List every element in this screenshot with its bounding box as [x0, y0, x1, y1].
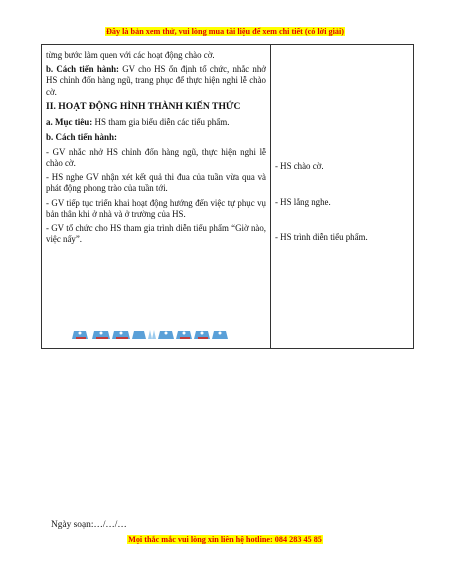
procedure-paragraph [46, 64, 266, 98]
procedure-text: GV cho HS ổn định tổ chức, nhắc nhở HS chỉnh đốn hàng ngũ, trang phục để thực hiện nghi lễ chào cờ. [46, 64, 267, 97]
intro-text: từng bước làm quen với các hoạt động chào cờ. [46, 50, 215, 60]
contact-banner-text: Mọi thắc mắc vui lòng xin liên hệ hotline: 084 283 45 85 [128, 535, 322, 544]
student-response: - HS chào cờ. [275, 161, 324, 171]
student-response: - HS trình diễn tiểu phẩm. [275, 232, 368, 242]
preparation-date: Ngày soạn:…/…/… [51, 520, 127, 530]
teacher-activity-cell [42, 45, 271, 349]
procedure-label: b. Cách tiến hành: [46, 64, 120, 75]
goal-paragraph [46, 117, 266, 127]
preview-banner [0, 27, 450, 36]
student-activity-cell [271, 45, 414, 349]
goal-text: HS tham gia biểu diễn các tiểu phẩm. [92, 116, 230, 127]
method-label: b. Cách tiến hành: [46, 131, 118, 142]
step-item: - GV tổ chức cho HS tham gia trình diễn tiểu phẩm “Giờ nào, việc nấy”. [46, 223, 266, 245]
student-response: - HS lắng nghe. [275, 197, 331, 207]
step-item: - HS nghe GV nhận xét kết quả thi đua của tuần vừa qua và phát động phong trào của tuần tới. [46, 172, 266, 194]
goal-label: a. Mục tiêu: [46, 116, 93, 127]
step-item: - GV nhắc nhở HS chỉnh đốn hàng ngũ, thực hiện nghi lễ chào cờ. [46, 146, 266, 169]
step-item: - GV tiếp tục triển khai hoạt động hướng đến việc tự phục vụ bản thân khi ở nhà và ở trường của HS. [46, 197, 266, 219]
decorative-wave-divider [72, 327, 234, 341]
lesson-plan-table [41, 44, 414, 349]
method-paragraph [46, 132, 266, 142]
contact-banner [0, 535, 450, 544]
wave-ornament-icon [72, 327, 234, 341]
preview-banner-text: Đây là bản xem thử, vui lòng mua tài liệu để xem chi tiết (có lời giải) [105, 27, 344, 36]
section-heading: II. HOẠT ĐỘNG HÌNH THÀNH KIẾN THỨC [46, 100, 241, 112]
